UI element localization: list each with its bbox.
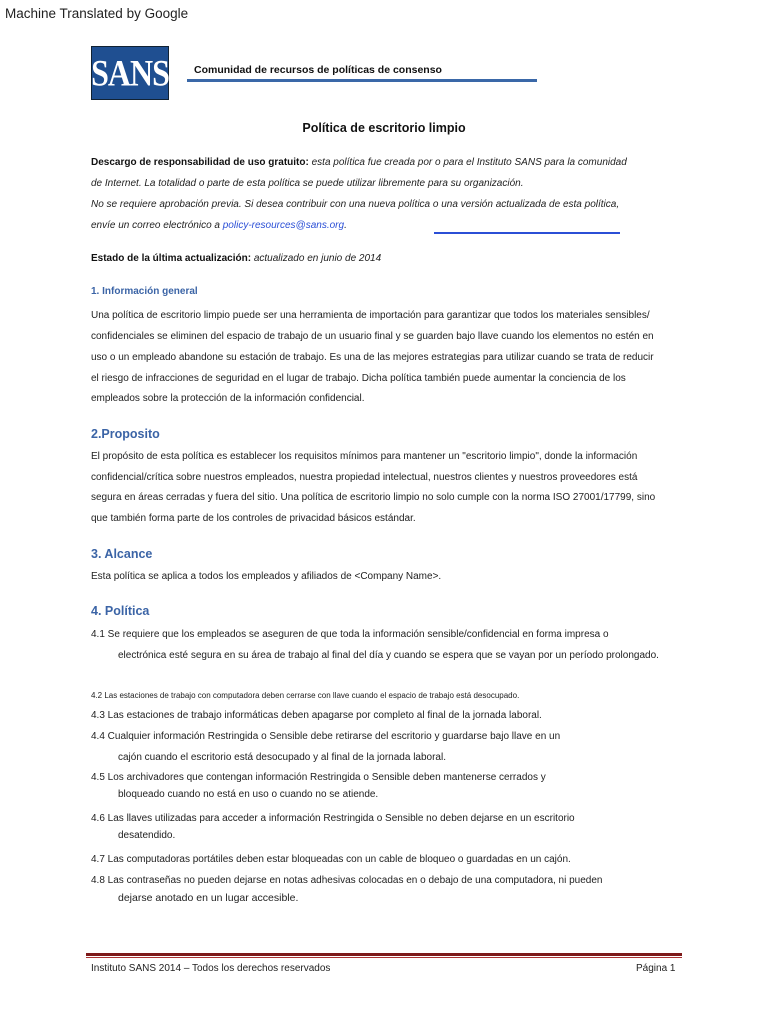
policy-item-4-3: 4.3 Las estaciones de trabajo informáticas deben apagarse por completo al final de la jornada laboral. <box>91 710 542 721</box>
disclaimer-line-2 <box>91 178 524 189</box>
section-4-heading: 4. Política <box>91 604 150 618</box>
section-1-line: Una política de escritorio limpio puede ser una herramienta de importación para garantizar que todos los materiales sensibles/ <box>91 310 650 321</box>
section-2-line: que también forma parte de los controles de privacidad básicos estándar. <box>91 513 416 524</box>
email-link[interactable]: policy-resources@sans.org <box>222 220 345 231</box>
disclaimer-line-4 <box>91 220 347 231</box>
disclaimer-text-4: envíe un correo electrónico a <box>91 220 220 231</box>
disclaimer-label: Descargo de responsabilidad de uso gratuito: <box>91 157 309 168</box>
policy-item-4-4-cont: cajón cuando el escritorio está desocupado y al final de la jornada laboral. <box>118 752 446 763</box>
footer-rule-thin <box>86 957 682 958</box>
policy-item-4-1: 4.1 Se requiere que los empleados se aseguren de que toda la información sensible/confidencial en forma impresa o <box>91 629 609 640</box>
footer-rule <box>86 953 682 956</box>
header-rule <box>187 79 537 82</box>
policy-item-4-8-cont: dejarse anotado en un lugar accesible. <box>118 892 299 904</box>
disclaimer-line-3 <box>91 199 619 210</box>
link-underline <box>434 232 620 234</box>
policy-item-4-6: 4.6 Las llaves utilizadas para acceder a información Restringida o Sensible no deben dejarse en un escritorio <box>91 813 575 824</box>
sans-logo <box>91 46 169 100</box>
policy-item-4-4: 4.4 Cualquier información Restringida o Sensible debe retirarse del escritorio y guardarse bajo llave en un <box>91 731 561 742</box>
section-1-heading: 1. Información general <box>91 286 198 297</box>
section-3-line: Esta política se aplica a todos los empleados y afiliados de <Company Name>. <box>91 571 442 582</box>
section-1-line: uso o un empleado abandone su estación de trabajo. Es una de las mejores estrategias para utilizar cuando se trata de reducir <box>91 352 654 363</box>
footer-page-number: Página 1 <box>636 963 676 974</box>
status-line <box>91 253 381 264</box>
disclaimer-text-3: No se requiere aprobación previa. Si desea contribuir con una nueva política o una versión actualizada de esta política, <box>91 199 620 210</box>
policy-item-4-5: 4.5 Los archivadores que contengan información Restringida o Sensible deben mantenerse cerrados y <box>91 772 546 783</box>
section-1-line: confidenciales se eliminen del espacio de trabajo de un usuario final y se guarden bajo llave cuando los elementos no estén en <box>91 331 654 342</box>
section-2-line: El propósito de esta política es establecer los requisitos mínimos para mantener un "escritorio limpio", donde la información <box>91 451 638 462</box>
section-1-line: empleados sobre la protección de la información confidencial. <box>91 393 365 404</box>
disclaimer-text-1: esta política fue creada por o para el Instituto SANS para la comunidad <box>311 157 627 168</box>
status-value: actualizado en junio de 2014 <box>253 253 382 264</box>
footer-copyright: Instituto SANS 2014 – Todos los derechos reservados <box>91 963 331 974</box>
policy-item-4-6-cont: desatendido. <box>118 830 176 841</box>
policy-item-4-8: 4.8 Las contraseñas no pueden dejarse en notas adhesivas colocadas en o debajo de una computadora, ni pueden <box>91 875 603 886</box>
section-2-line: segura en áreas cerradas y fuera del sitio. Una política de escritorio limpio no solo cumple con la norma ISO 27001/17799, sino <box>91 492 656 503</box>
policy-item-4-1-cont: electrónica esté segura en su área de trabajo al final del día y cuando se espera que se vayan por un período prolongado. <box>118 650 659 661</box>
disclaimer-line-1 <box>91 157 627 168</box>
disclaimer-text-2: de Internet. La totalidad o parte de esta política se puede utilizar libremente para su organización. <box>91 178 524 189</box>
logo-text: SANS <box>91 51 169 94</box>
header-text: Comunidad de recursos de políticas de consenso <box>194 64 442 76</box>
section-2-line: confidencial/crítica sobre nuestros empleados, nuestra propiedad intelectual, nuestros clientes y nuestros proveedores está <box>91 472 638 483</box>
document-title: Política de escritorio limpio <box>302 121 466 135</box>
policy-item-4-7: 4.7 Las computadoras portátiles deben estar bloqueadas con un cable de bloqueo o guardadas en un cajón. <box>91 854 571 865</box>
disclaimer-period: . <box>344 220 347 231</box>
section-2-heading: 2.Proposito <box>91 427 160 441</box>
status-label: Estado de la última actualización: <box>91 253 252 264</box>
machine-translation-banner: Machine Translated by Google <box>5 6 189 21</box>
section-3-heading: 3. Alcance <box>91 547 153 561</box>
policy-item-4-2: 4.2 Las estaciones de trabajo con computadora deben cerrarse con llave cuando el espacio de trabajo está desocupado. <box>91 691 520 700</box>
policy-item-4-5-cont: bloqueado cuando no está en uso o cuando no se atiende. <box>118 789 379 800</box>
section-1-line: el riesgo de infracciones de seguridad en el lugar de trabajo. Dicha política también puede aumentar la conciencia de los <box>91 373 626 384</box>
